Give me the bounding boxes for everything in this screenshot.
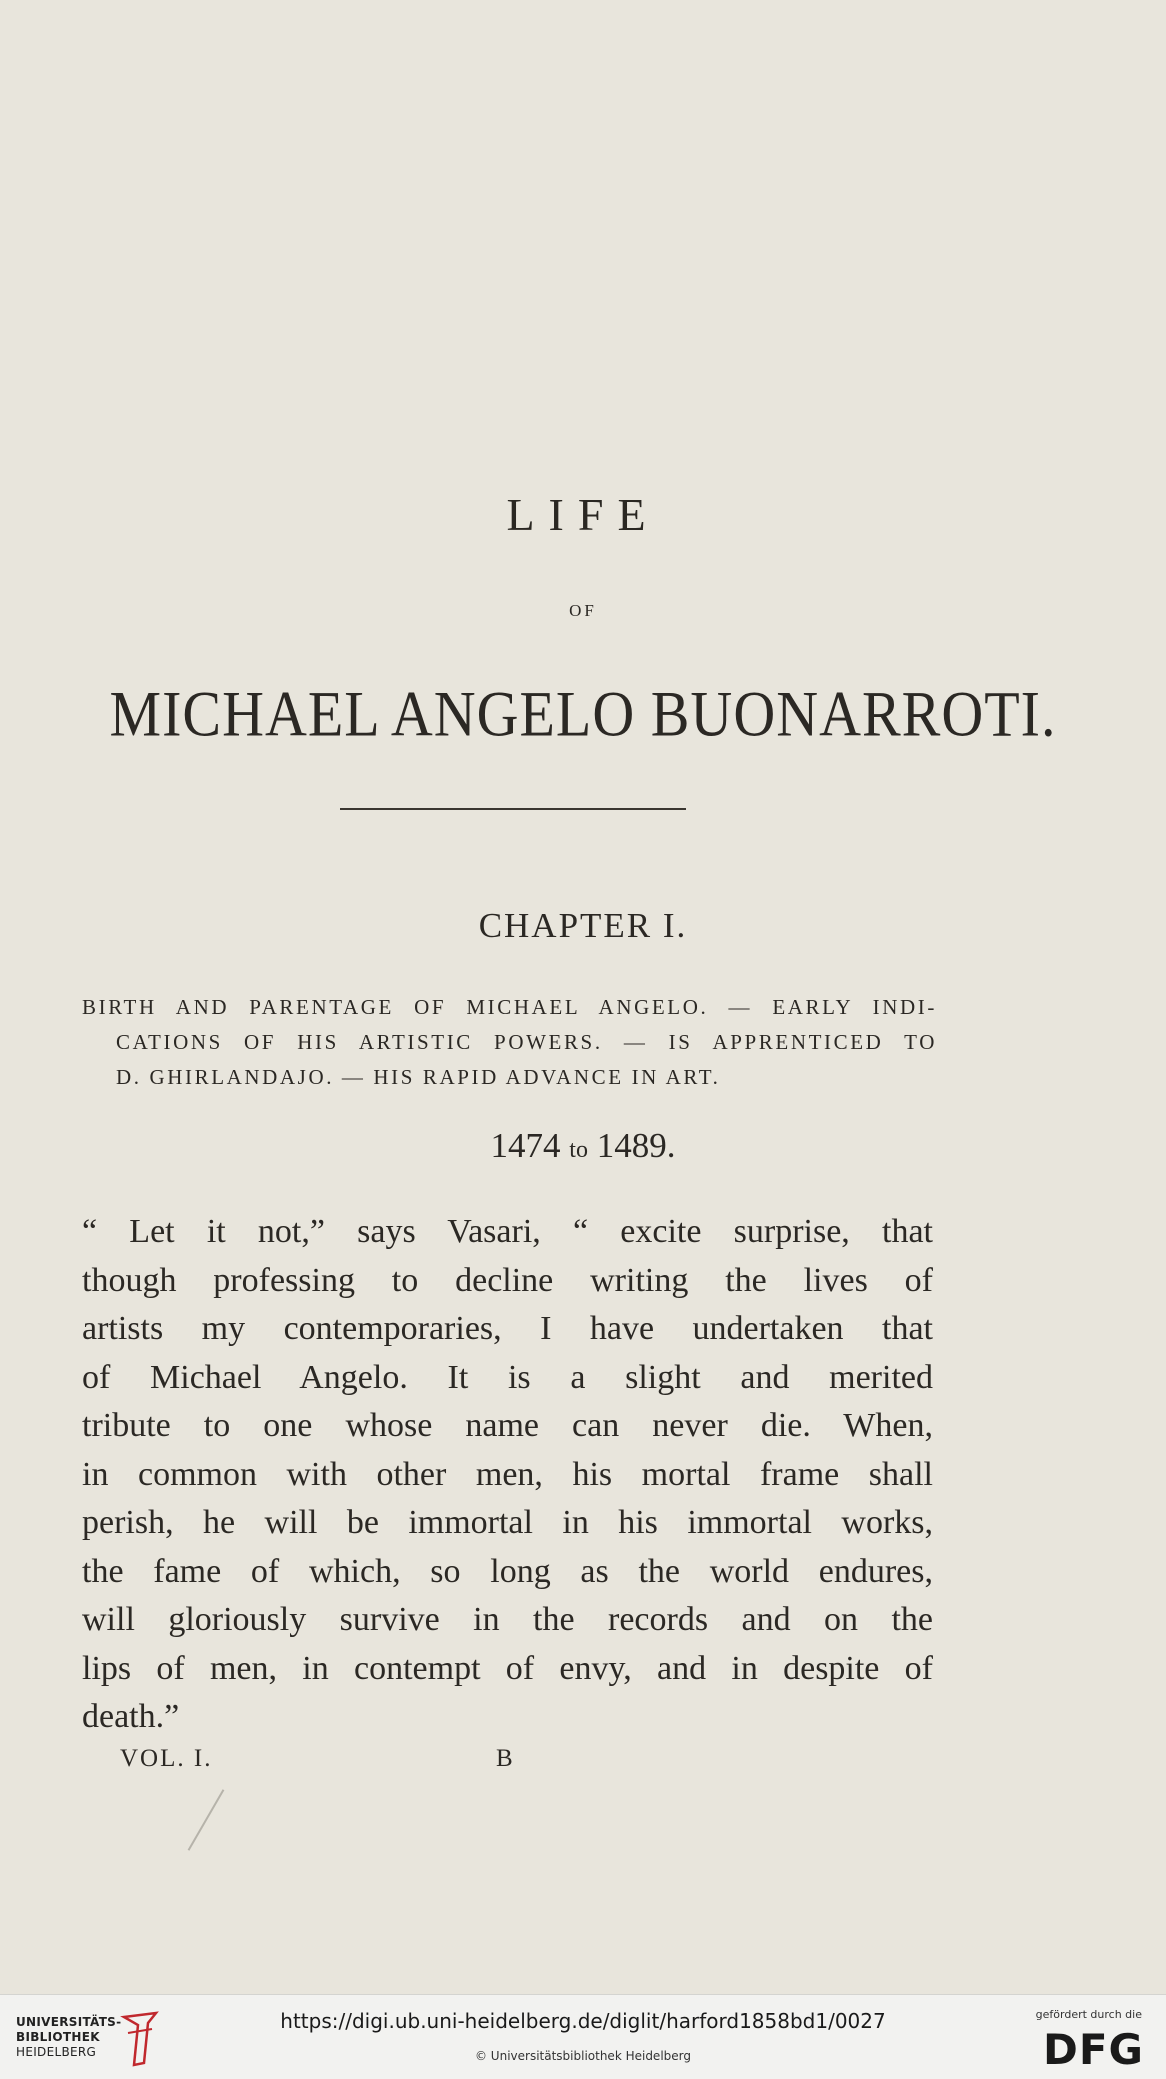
date-to: to: [569, 1137, 588, 1163]
title-rule: [340, 808, 686, 810]
library-name-line: BIBLIOTHEK: [16, 2030, 100, 2044]
pencil-mark: [188, 1789, 225, 1851]
body-line: tribute to one whose name can never die. When,: [82, 1407, 933, 1444]
body-line: in common with other men, his mortal frame shall: [82, 1455, 933, 1493]
date-end: 1489.: [596, 1126, 676, 1165]
copyright-notice: © Universitätsbibliothek Heidelberg: [474, 2049, 691, 2063]
chapter-heading: CHAPTER I.: [478, 906, 688, 945]
body-line: the fame of which, so long as the world endures,: [82, 1552, 933, 1590]
synopsis-line: D. GHIRLANDAJO. — HIS RAPID ADVANCE IN ART.: [116, 1065, 721, 1089]
body-line: “ Let it not,” says Vasari, “ excite surprise, that: [82, 1213, 933, 1250]
body-line: lips of men, in contempt of envy, and in despite of: [82, 1649, 933, 1687]
dfg-logo[interactable]: DFG: [1042, 2025, 1144, 2074]
viewer-footer-bar: [0, 1994, 1166, 2079]
chapter-synopsis: [82, 990, 937, 1095]
permalink-url[interactable]: https://digi.ub.uni-heidelberg.de/diglit/harford1858bd1/0027: [280, 2009, 886, 2033]
body-line: artists my contemporaries, I have undertaken that: [82, 1310, 933, 1347]
synopsis-line: BIRTH AND PARENTAGE OF MICHAEL ANGELO. — EARLY INDI-: [82, 995, 937, 1019]
volume-marker: VOL. I.: [120, 1745, 213, 1772]
title-life: LIFE: [506, 489, 660, 540]
funding-label: gefördert durch die: [1035, 2008, 1142, 2021]
body-line: perish, he will be immortal in his immortal works,: [82, 1504, 933, 1541]
library-name-line: UNIVERSITÄTS-: [16, 2015, 122, 2029]
date-start: 1474: [490, 1126, 561, 1165]
body-line: death.”: [82, 1698, 180, 1735]
title-of: OF: [569, 601, 597, 620]
title-name: MICHAEL ANGELO BUONARROTI.: [109, 677, 1057, 750]
body-line: though professing to decline writing the lives of: [82, 1261, 933, 1299]
body-paragraph: [82, 1208, 933, 1742]
date-range: [0, 1126, 1166, 1166]
synopsis-line: CATIONS OF HIS ARTISTIC POWERS. — IS APPRENTICED TO: [116, 1030, 937, 1054]
signature-mark: B: [496, 1745, 513, 1772]
body-line: will gloriously survive in the records and on the: [82, 1601, 933, 1638]
library-name-line: HEIDELBERG: [16, 2045, 97, 2059]
body-line: of Michael Angelo. It is a slight and merited: [82, 1358, 933, 1396]
